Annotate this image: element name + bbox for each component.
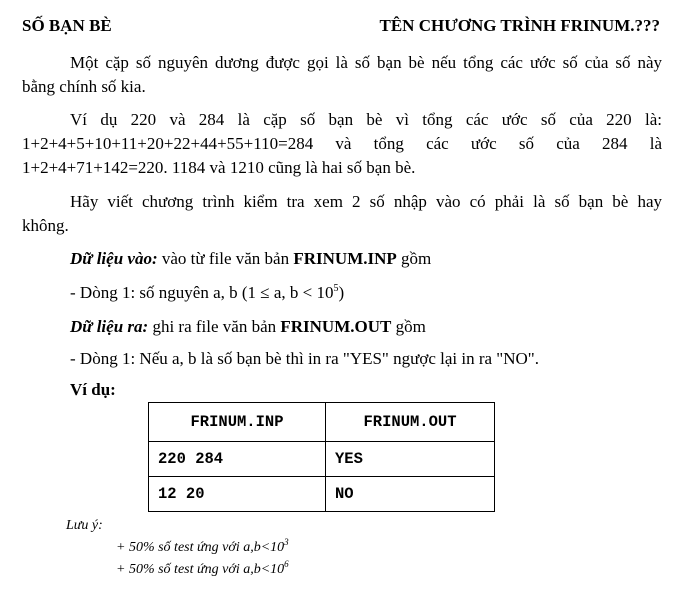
input-filename: FRINUM.INP <box>293 249 397 268</box>
input-line-text: - Dòng 1: số nguyên a, b (1 ≤ a, b < 10 <box>70 283 334 302</box>
table-header-row <box>149 403 495 442</box>
table-header-input: FRINUM.INP <box>149 403 326 442</box>
output-label: Dữ liệu ra: <box>70 317 149 336</box>
output-text-after: gồm <box>395 317 426 336</box>
table-row <box>149 477 495 512</box>
note-item-1-text: + 50% số test ứng với a,b<10 <box>116 540 285 555</box>
example-label: Ví dụ: <box>70 380 116 399</box>
intro-line-1: Một cặp số nguyên dương được gọi là số bạn bè nếu tổng các ước số của số này <box>70 53 662 72</box>
table-cell-output: NO <box>326 477 495 512</box>
input-line-spec <box>70 281 344 305</box>
example-line-1: Ví dụ 220 và 284 là cặp số bạn bè vì tổng các ước số của 220 là: <box>70 110 662 129</box>
note-item-2-exponent: 6 <box>284 559 289 569</box>
note-item-1-exponent: 3 <box>284 537 289 547</box>
note-item-2-text: + 50% số test ứng với a,b<10 <box>116 562 285 577</box>
input-line-close: ) <box>338 283 345 302</box>
output-line-spec: - Dòng 1: Nếu a, b là số bạn bè thì in ra "YES" ngược lại in ra "NO". <box>70 349 539 368</box>
task-line-1: Hãy viết chương trình kiểm tra xem 2 số nhập vào có phải là số bạn bè hay <box>70 192 662 211</box>
table-cell-input: 220 284 <box>149 442 326 477</box>
example-line-3: 1+2+4+71+142=220. 1184 và 1210 cũng là hai số bạn bè. <box>22 158 416 177</box>
note-label: Lưu ý: <box>66 518 103 533</box>
output-spec <box>70 315 426 339</box>
input-text-before: vào từ file văn bản <box>161 249 290 268</box>
example-line-2: 1+2+4+5+10+11+20+22+44+55+110=284 và tổng các ước số của 284 là <box>22 134 662 153</box>
intro-line-2: bằng chính số kia. <box>22 77 146 96</box>
output-text-before: ghi ra file văn bản <box>152 317 277 336</box>
note-item-2 <box>116 560 289 580</box>
task-line-2: không. <box>22 216 69 235</box>
table-cell-output: YES <box>326 442 495 477</box>
input-text-after: gồm <box>401 249 432 268</box>
table-cell-input: 12 20 <box>149 477 326 512</box>
input-spec <box>70 247 431 271</box>
input-line-exponent: 5 <box>333 283 339 294</box>
table-row <box>149 442 495 477</box>
note-item-1 <box>116 538 289 558</box>
output-filename: FRINUM.OUT <box>280 317 392 336</box>
input-label: Dữ liệu vào: <box>70 249 158 268</box>
program-name: TÊN CHƯƠNG TRÌNH FRINUM.??? <box>379 16 660 35</box>
table-header-output: FRINUM.OUT <box>326 403 495 442</box>
section-title: SỐ BẠN BÈ <box>22 16 112 35</box>
example-table <box>148 402 495 512</box>
